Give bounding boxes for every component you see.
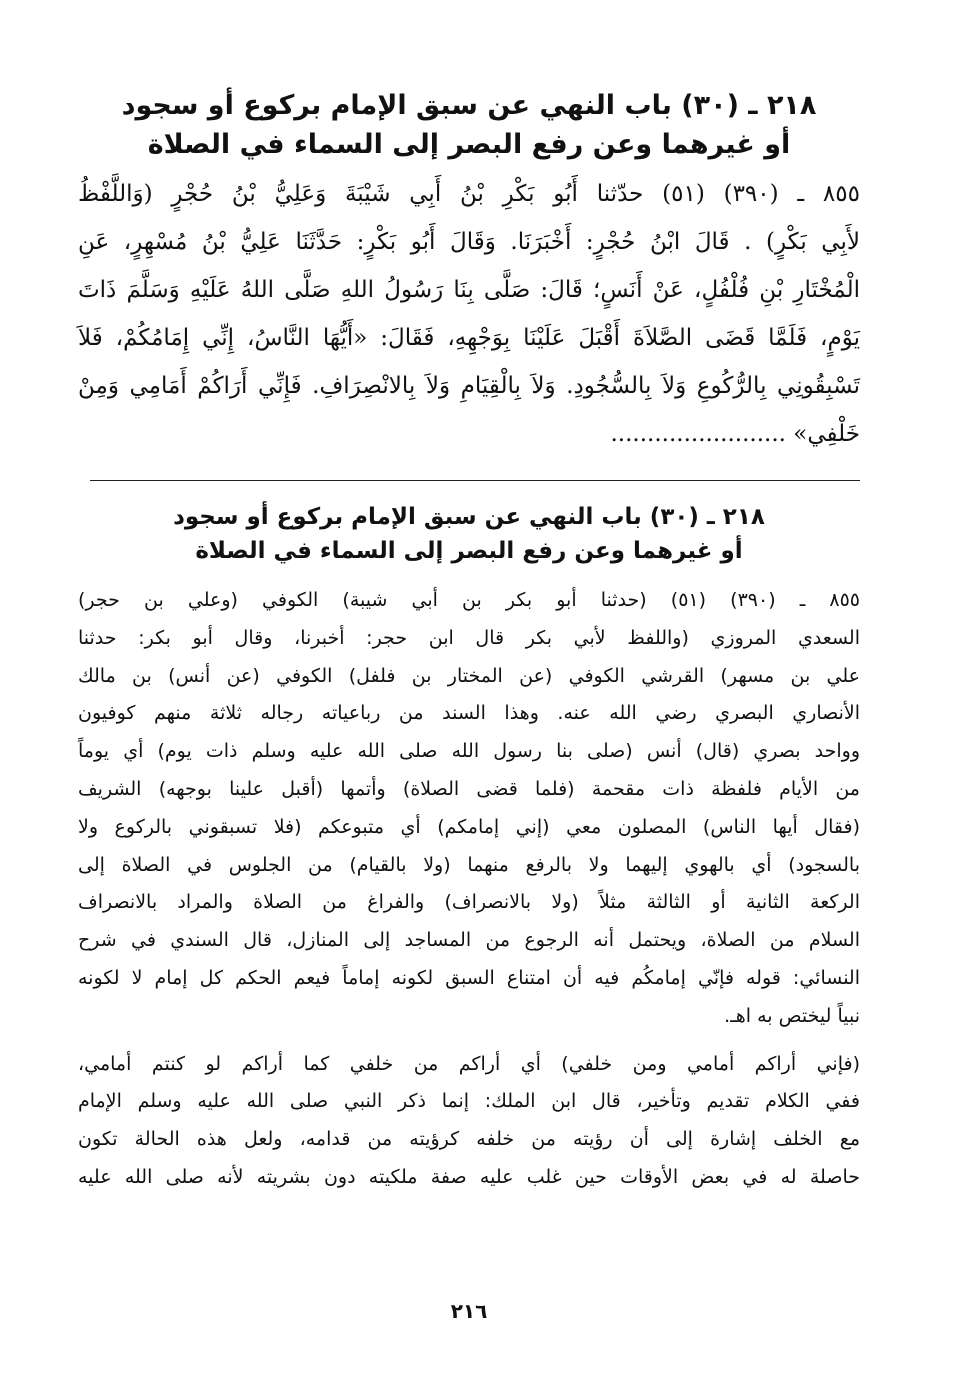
commentary-line: مع الخلف إشارة إلى أن رؤيته من خلفه كرؤيته من قدامه، ولعل هذه الحالة تكون [78,1128,860,1151]
heading-line: ٢١٨ ـ (٣٠) باب النهي عن سبق الإمام بركوع أو سجود [173,504,765,531]
commentary-line: الأنصاري البصري رضي الله عنه. وهذا السند من رباعياته رجاله ثلاثة منهم كوفيون [78,702,860,725]
commentary-line: السلام من الصلاة، ويحتمل أنه الرجوع من المساجد إلى المنازل، قال السندي في شرح [78,929,860,952]
commentary-line: نبياً ليختص به اهـ. [724,1004,860,1027]
commentary-line: بالسجود) أي بالهوي إليهما ولا بالرفع منهما (ولا بالقيام) من الجلوس في الصلاة إلى [78,853,860,876]
commentary-line: (فقال أيها الناس) المصلون معي (إني إمامكم) أي متبوعكم (فلا تسبقوني بالركوع ولا [78,815,860,838]
page-number: ٢١٦ [450,1299,488,1323]
heading-line: أو غيرهما وعن رفع البصر إلى السماء في الصلاة [195,537,743,564]
chapter-heading-top [78,86,860,164]
hadith-text [78,170,860,458]
commentary-line: السعدي المروزي (واللفظ لأبي بكر قال ابن حجر: أخبرنا، وقال أبو بكر: حدثنا [78,626,860,649]
commentary-paragraph-1 [78,582,860,1036]
commentary-line: حاصلة له في بعض الأوقات حين غلب عليه صفة ملكيته دون بشريته لأنه صلى الله عليه [78,1165,860,1188]
commentary-line: ٨٥٥ ـ (٣٩٠) (٥١) (حدثنا أبو بكر بن أبي شيبة) الكوفي (وعلي بن حجر) [78,588,861,611]
document-page [78,86,860,1326]
commentary-line: من الأيام فلفظة ذات مقحمة (فلما قضى الصلاة) وأتمها (أقبل علينا بوجهه) الشريف [78,777,860,800]
commentary-line: وواحد بصري (قال) أنس (صلى بنا رسول الله صلى الله عليه وسلم ذات يوم) أي يوماً [78,740,860,763]
commentary-paragraph-2 [78,1046,860,1197]
hadith-line: خَلْفِي» ........................ [610,421,860,448]
commentary-line: علي بن مسهر) القرشي الكوفي (عن المختار بن فلفل) الكوفي (عن أنس) بن مالك [78,664,860,687]
commentary-line: النسائي: قوله فإنّي إمامكُم فيه أن امتناع السبق لكونه إماماً فيعم الحكم كل إمام لا لكونه [78,966,860,989]
commentary-line: (فإني أراكم أمامي ومن خلفي) أي أراكم من خلفي كما أراكم لو كنتم أمامي، [78,1052,860,1075]
hadith-line: الْمُخْتَارِ بْنِ فُلْفُلٍ، عَنْ أَنَسٍ؛ قَالَ: صَلَّى بِنَا رَسُولُ اللهِ صَلَّى اللهُ عَلَيْهِ وَسَلَّمَ ذَاتَ [78,277,860,304]
heading-line: ٢١٨ ـ (٣٠) باب النهي عن سبق الإمام بركوع أو سجود [121,90,817,121]
heading-line: أو غيرهما وعن رفع البصر إلى السماء في الصلاة [147,129,791,161]
hadith-line: ٨٥٥ ـ (٣٩٠) (٥١) حدّثنا أَبُو بَكْرِ بْنُ أَبِي شَيْبَةَ وَعَلِيُّ بْنُ حُجْرٍ (وَاللَّفْظُ [78,181,860,208]
chapter-heading-commentary [78,501,860,568]
commentary-line: الركعة الثانية أو الثالثة مثلاً (ولا بالانصراف) والفراغ من الصلاة والمراد بالانصراف [78,891,860,914]
hadith-line: لأَبِي بَكْرٍ) . قَالَ ابْنُ حُجْرٍ: أَخْبَرَنَا. وَقَالَ أَبُو بَكْرٍ: حَدَّثَنَا عَلِيُّ بْنُ مُسْهِرٍ، عَنِ [78,229,860,256]
hadith-line: يَوْمٍ، فَلَمَّا قَضَى الصَّلاَةَ أَقْبَلَ عَلَيْنَا بِوَجْهِهِ، فَقَالَ: «أَيُّهَا النَّاسُ، إِنِّي إِمَامُكُمْ، فَلاَ [78,325,860,352]
hadith-line: تَسْبِقُونِي بِالرُّكُوعِ وَلاَ بِالسُّجُودِ. وَلاَ بِالْقِيَامِ وَلاَ بِالانْصِرَافِ. فَإِنِّي أَرَاكُمْ أَمَامِي وَمِنْ [78,373,860,400]
commentary-line: ففي الكلام تقديم وتأخير، قال ابن الملك: إنما ذكر النبي صلى الله عليه وسلم الإمام [78,1090,860,1113]
section-divider [90,480,860,481]
